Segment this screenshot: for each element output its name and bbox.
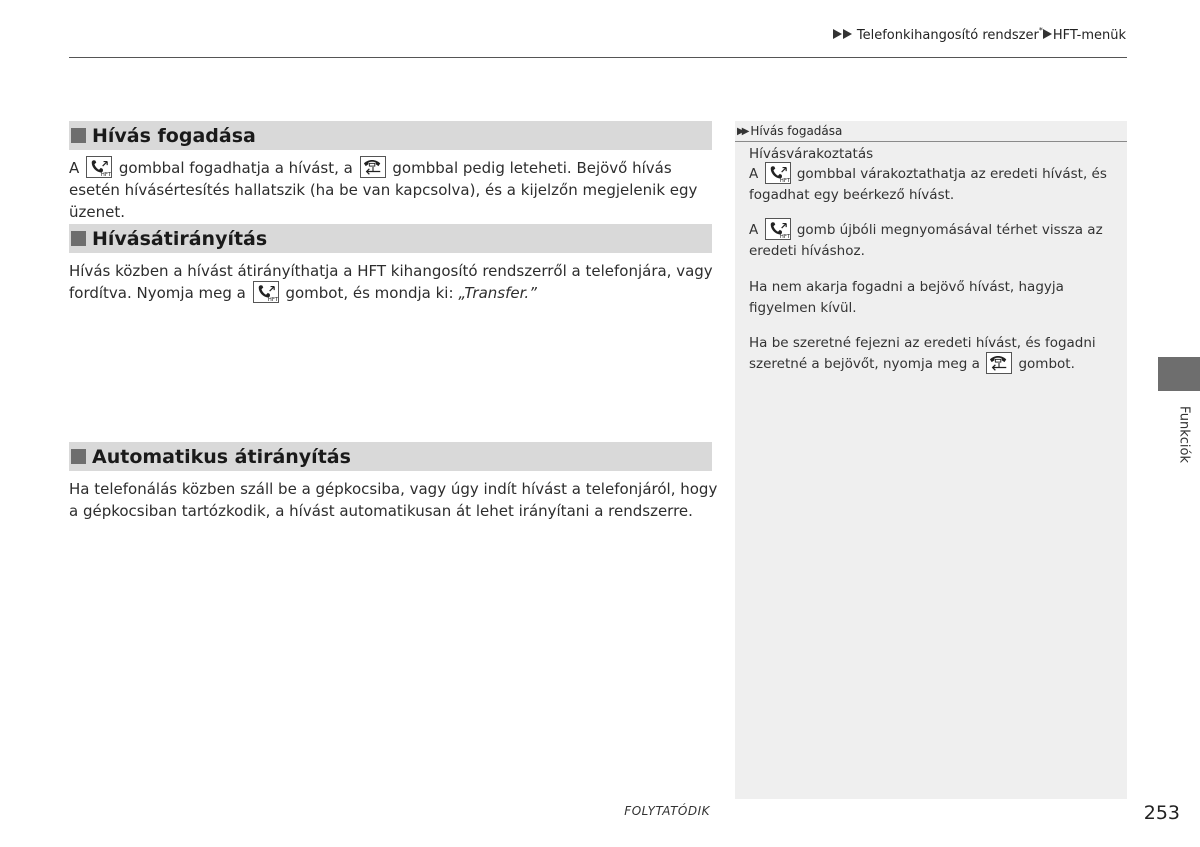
body-text: A	[69, 159, 80, 177]
voice-command-text: „Transfer.”	[458, 284, 537, 302]
section-heading-receiving-call	[69, 121, 712, 150]
section-heading-call-transfer	[69, 224, 712, 253]
page-number: 253	[1143, 802, 1180, 824]
chapter-tab[interactable]	[1158, 357, 1200, 391]
section-body-call-transfer	[69, 260, 719, 304]
double-triangle-icon: ▶▶	[737, 125, 747, 137]
sidebar-text: gombbal várakoztathatja az eredeti hívást, és fogadhat egy beérkező hívást.	[749, 166, 1107, 203]
sidebar-text: Ha be szeretné fejezni az eredeti hívást, és fogadni szeretné a bejövőt, nyomja meg a	[749, 335, 1096, 372]
phone-pickup-icon	[253, 281, 279, 303]
sidebar-text: gomb újbóli megnyomásával térhet vissza az eredeti híváshoz.	[749, 222, 1103, 259]
triangle-right-icon	[843, 29, 852, 39]
section-title: Automatikus átirányítás	[92, 445, 351, 468]
sidebar-paragraph-end-call	[749, 333, 1119, 375]
breadcrumb	[833, 26, 1126, 43]
phone-hangup-icon	[360, 156, 386, 178]
breadcrumb-item-hands-free[interactable]: Telefonkihangosító rendszer	[856, 28, 1039, 43]
body-text: Hívás közben a hívást átirányíthatja a HFT kihangosító rendszerről a telefonjára, vagy fordítva. Nyomja meg a	[69, 262, 713, 302]
section-body-auto-transfer: Ha telefonálás közben száll be a gépkocsiba, vagy úgy indít hívást a telefonjáról, hogy a gépkocsiban tartózkodik, a hívást automatikusan át lehet irányítani a rendszerre.	[69, 480, 718, 520]
section-title: Hívásátirányítás	[92, 227, 268, 250]
sidebar-heading	[735, 121, 1127, 142]
header-divider	[69, 57, 1127, 58]
sidebar-subtitle: Hívásvárakoztatás	[749, 146, 874, 162]
sidebar-text: A	[749, 222, 759, 238]
section-square-icon	[71, 128, 86, 143]
section-heading-auto-transfer	[69, 442, 712, 471]
sidebar-paragraph-hold	[749, 164, 1119, 206]
breadcrumb-item-hft-menu[interactable]: HFT-menük	[1052, 28, 1126, 43]
phone-pickup-icon	[86, 156, 112, 178]
sidebar-paragraph-return	[749, 220, 1119, 262]
body-text: gombbal pedig leteheti. Bejövő hívás esetén hívásértesítés hallatszik (ha be van kapcsolva), és a kijelzőn megjelenik egy üzenet.	[69, 159, 698, 221]
asterisk-mark: *	[1038, 26, 1043, 35]
sidebar-paragraph-ignore: Ha nem akarja fogadni a bejövő hívást, hagyja figyelmen kívül.	[749, 279, 1064, 316]
section-square-icon	[71, 449, 86, 464]
triangle-right-icon	[1043, 29, 1052, 39]
body-text: gombbal fogadhatja a hívást, a	[118, 159, 353, 177]
section-body-receiving-call	[69, 157, 719, 223]
phone-pickup-icon	[765, 218, 791, 240]
phone-pickup-icon	[765, 162, 791, 184]
sidebar-text: gombot.	[1018, 356, 1075, 372]
section-title: Hívás fogadása	[92, 124, 256, 147]
section-square-icon	[71, 231, 86, 246]
phone-hangup-icon	[986, 352, 1012, 374]
continued-label: FOLYTATÓDIK	[624, 804, 710, 818]
chapter-tab-label: Funkciók	[1176, 405, 1192, 463]
triangle-right-icon	[833, 29, 842, 39]
sidebar-title: Hívás fogadása	[750, 124, 843, 138]
sidebar-text: A	[749, 166, 759, 182]
body-text: gombot, és mondja ki:	[285, 284, 454, 302]
